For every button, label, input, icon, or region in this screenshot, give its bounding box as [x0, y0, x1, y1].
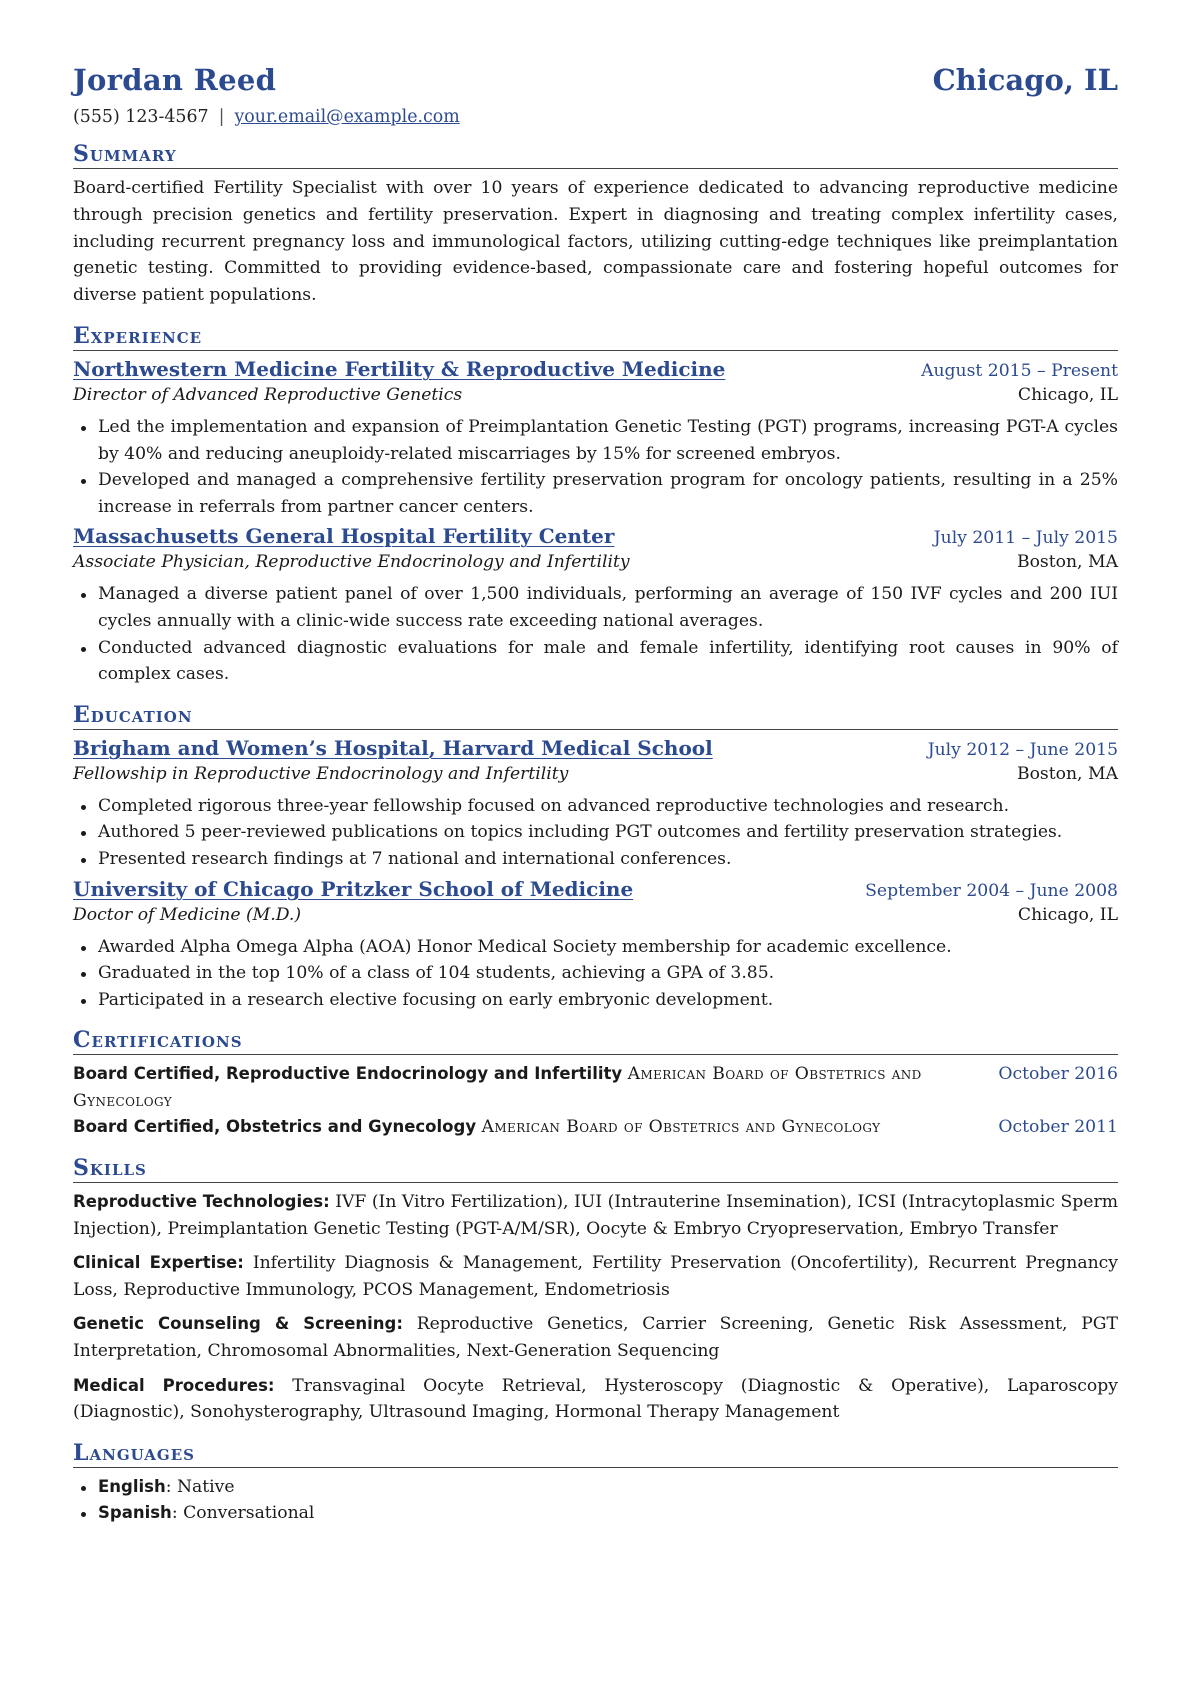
- skill-text: IVF (In Vitro Fertilization), IUI (Intrauterine Insemination), ICSI (Intracytoplasmic Sperm Injection), Preimplantation Genetic Testing (PGT-A/M/SR), Oocyte & Embryo Cryopreservation, Embryo Transfer: [73, 1192, 1118, 1239]
- section-title-certifications: Certifications: [73, 1027, 1118, 1055]
- education-entry: [73, 736, 1118, 873]
- certification-name: Board Certified, Obstetrics and Gynecology: [73, 1117, 477, 1137]
- phone-number: (555) 123-4567: [73, 107, 209, 127]
- candidate-name: Jordan Reed: [73, 63, 277, 97]
- list-item: Authored 5 peer-reviewed publications on topics including PGT outcomes and fertility preservation strategies.: [98, 819, 1118, 846]
- skill-label: Medical Procedures:: [73, 1375, 275, 1395]
- entry-location: Chicago, IL: [1017, 384, 1118, 405]
- entry-location: Boston, MA: [1016, 552, 1118, 573]
- candidate-location: Chicago, IL: [932, 63, 1118, 97]
- language-list: [73, 1474, 1118, 1527]
- certification-name: Board Certified, Reproductive Endocrinology and Infertility: [73, 1064, 623, 1084]
- list-item: Developed and managed a comprehensive fertility preservation program for oncology patients, resulting in a 25% increase in referrals from partner cancer centers.: [98, 467, 1118, 520]
- entry-dates: August 2015 – Present: [921, 360, 1118, 381]
- certification-item: [73, 1114, 1118, 1141]
- language-name: Spanish: [98, 1503, 172, 1523]
- language-level: Native: [176, 1476, 235, 1497]
- employer-link[interactable]: Massachusetts General Hospital Fertility Center: [73, 524, 615, 549]
- degree-title: Doctor of Medicine (M.D.): [73, 904, 302, 925]
- skill-label: Clinical Expertise:: [73, 1253, 244, 1273]
- certification-item: [73, 1061, 1118, 1114]
- degree-title: Fellowship in Reproductive Endocrinology and Infertility: [73, 763, 569, 784]
- section-title-summary: Summary: [73, 141, 1118, 169]
- job-title: Director of Advanced Reproductive Genetics: [73, 384, 463, 405]
- skill-text: Infertility Diagnosis & Management, Fertility Preservation (Oncofertility), Recurrent Pregnancy Loss, Reproductive Immunology, PCOS Management, Endometriosis: [73, 1253, 1118, 1300]
- experience-entry: [73, 357, 1118, 520]
- certification-org: American Board of Obstetrics and Gynecology: [481, 1117, 881, 1138]
- entry-dates: July 2012 – June 2015: [927, 739, 1118, 760]
- section-title-skills: Skills: [73, 1155, 1118, 1183]
- institution-link[interactable]: University of Chicago Pritzker School of Medicine: [73, 876, 634, 901]
- skill-group: [73, 1311, 1118, 1364]
- entry-location: Boston, MA: [1016, 763, 1118, 784]
- skill-text: Transvaginal Oocyte Retrieval, Hysteroscopy (Diagnostic & Operative), Laparoscopy (Diagnostic), Sonohysterography, Ultrasound Imaging, Hormonal Therapy Management: [73, 1375, 1118, 1423]
- certification-date: October 2011: [998, 1117, 1118, 1138]
- section-title-experience: Experience: [73, 323, 1118, 351]
- list-item: Managed a diverse patient panel of over 1,500 individuals, performing an average of 150 IVF cycles and 200 IUI cycles annually with a clinic-wide success rate exceeding national averages.: [98, 581, 1118, 634]
- list-item: Presented research findings at 7 national and international conferences.: [98, 846, 1118, 873]
- list-item: Participated in a research elective focusing on early embryonic development.: [98, 987, 1118, 1014]
- language-level: Conversational: [183, 1503, 315, 1524]
- list-item: Conducted advanced diagnostic evaluations for male and female infertility, identifying root causes in 90% of complex cases.: [98, 635, 1118, 688]
- skill-label: Genetic Counseling & Screening:: [73, 1314, 403, 1334]
- section-title-education: Education: [73, 702, 1118, 730]
- skill-group: [73, 1250, 1118, 1303]
- contact-separator: |: [218, 107, 225, 127]
- language-item: English: Native: [98, 1474, 1118, 1501]
- education-entry: [73, 877, 1118, 1014]
- summary-text: Board-certified Fertility Specialist with over 10 years of experience dedicated to advancing reproductive medicine through precision genetics and fertility preservation. Expert in diagnosing and treating complex infertility cases, including recurrent pregnancy loss and immunological factors, utilizing cutting-edge techniques like preimplantation genetic testing. Committed to providing evidence-based, compassionate care and fostering hopeful outcomes for diverse patient populations.: [73, 178, 1118, 306]
- section-title-languages: Languages: [73, 1440, 1118, 1468]
- job-title: Associate Physician, Reproductive Endocrinology and Infertility: [73, 552, 630, 573]
- certification-org: American Board of Obstetrics and Gynecology: [73, 1064, 922, 1111]
- bullet-list: [73, 793, 1118, 873]
- institution-link[interactable]: Brigham and Women’s Hospital, Harvard Medical School: [73, 735, 713, 760]
- skill-label: Reproductive Technologies:: [73, 1192, 330, 1212]
- skill-group: [73, 1373, 1118, 1426]
- list-item: Awarded Alpha Omega Alpha (AOA) Honor Medical Society membership for academic excellence.: [98, 934, 1118, 961]
- certification-date: October 2016: [998, 1064, 1118, 1085]
- list-item: Graduated in the top 10% of a class of 104 students, achieving a GPA of 3.85.: [98, 960, 1118, 987]
- skill-text: Reproductive Genetics, Carrier Screening, Genetic Risk Assessment, PGT Interpretation, Chromosomal Abnormalities, Next-Generation Sequencing: [73, 1314, 1118, 1362]
- language-name: English: [98, 1476, 166, 1496]
- bullet-list: [73, 581, 1118, 687]
- entry-location: Chicago, IL: [1017, 904, 1118, 925]
- list-item: Completed rigorous three-year fellowship focused on advanced reproductive technologies and research.: [98, 793, 1118, 820]
- bullet-list: [73, 934, 1118, 1014]
- experience-entry: [73, 524, 1118, 687]
- entry-dates: July 2011 – July 2015: [933, 528, 1118, 549]
- resume-header: [73, 63, 1118, 97]
- bullet-list: [73, 414, 1118, 520]
- list-item: Led the implementation and expansion of Preimplantation Genetic Testing (PGT) programs, increasing PGT-A cycles by 40% and reducing aneuploidy-related miscarriages by 15% for screened embryos.: [98, 414, 1118, 467]
- contact-line: [73, 107, 1118, 127]
- language-item: Spanish: Conversational: [98, 1500, 1118, 1527]
- email-link[interactable]: your.email@example.com: [234, 107, 460, 127]
- employer-link[interactable]: Northwestern Medicine Fertility & Reproductive Medicine: [73, 356, 726, 381]
- skill-group: [73, 1189, 1118, 1242]
- entry-dates: September 2004 – June 2008: [865, 880, 1118, 901]
